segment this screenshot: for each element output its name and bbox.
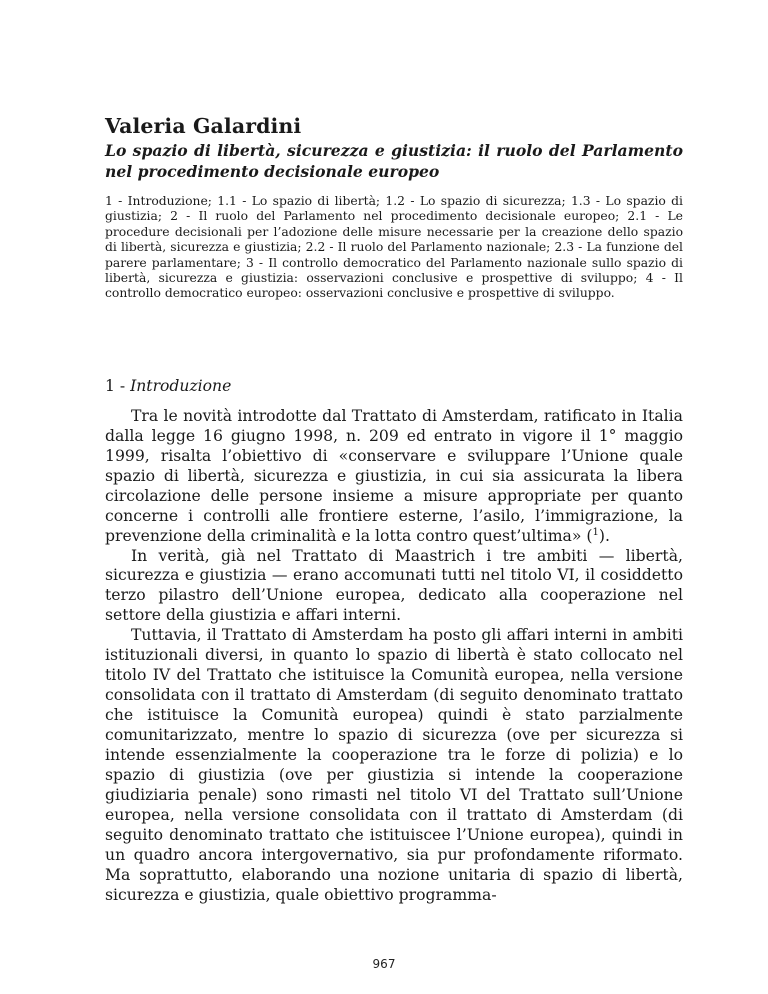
body-text: [105, 406, 683, 905]
article-title: Lo spazio di libertà, sicurezza e giustizia: il ruolo del Parlamento nel procedimento decisionale europeo: [105, 141, 683, 181]
paragraph-3: Tuttavia, il Trattato di Amsterdam ha posto gli affari interni in ambiti istituzionali diversi, in quanto lo spazio di libertà è stato collocato nel titolo IV del Trattato che istituisce la Comunità europea, nella versione consolidata con il trattato di Amsterdam (di seguito denominato trattato che istituisce la Comunità europea) quindi è stato parzialmente comunitarizzato, mentre lo spazio di sicurezza (ove per sicurezza si intende essenzialmente la cooperazione tra le forze di polizia) e lo spazio di giustizia (ove per giustizia si intende la cooperazione giudiziaria penale) sono rimasti nel titolo VI del Trattato sull’Unione europea, nella versione consolidata con il trattato di Amsterdam (di seguito denominato trattato che istituiscee l’Unione europea), quindi in un quadro ancora intergovernativo, sia pur profondamente riformato. Ma soprattutto, elaborando una nozione unitaria di spazio di libertà, sicurezza e giustizia, quale obiettivo programma-: [105, 625, 683, 904]
paragraph-2: In verità, già nel Trattato di Maastrich i tre ambiti — libertà, sicurezza e giustizia — erano accomunati tutti nel titolo VI, il cosiddetto terzo pilastro dell’Unione europea, dedicato alla cooperazione nel settore della giustizia e affari interni.: [105, 545, 683, 625]
section-heading: [105, 376, 683, 396]
paragraph-1-text: Tra le novità introdotte dal Trattato di Amsterdam, ratificato in Italia dalla legge 16 giugno 1998, n. 209 ed entrato in vigore il 1° maggio 1999, risalta l’obiettivo di «conservare e sviluppare l’Unione quale spazio di libertà, sicurezza e giustizia, in cui sia assicurata la libera circolazione delle persone insieme a misure appropriate per quanto concerne i controlli alle frontiere esterne, l’asilo, l’immigrazione, la prevenzione della criminalità e la lotta contro quest’ultima» (: [105, 405, 683, 545]
section-title: Introduzione: [130, 376, 232, 395]
table-of-contents: 1 - Introduzione; 1.1 - Lo spazio di libertà; 1.2 - Lo spazio di sicurezza; 1.3 - Lo spazio di giustizia; 2 - Il ruolo del Parlamento nel procedimento decisionale europeo; 2.1 - Le procedure decisionali per l’adozione delle misure necessarie per la creazione dello spazio di libertà, sicurezza e giustizia; 2.2 - Il ruolo del Parlamento nazionale; 2.3 - La funzione del parere parlamentare; 3 - Il controllo democratico del Parlamento nazionale sullo spazio di libertà, sicurezza e giustizia: osservazioni conclusive e prospettive di sviluppo; 4 - Il controllo democratico europeo: osservazioni conclusive e prospettive di sviluppo.: [105, 194, 683, 301]
page-number: 967: [372, 957, 396, 971]
footnote-ref[interactable]: 1: [592, 526, 599, 538]
paragraph-1: [105, 406, 683, 546]
paragraph-1-end: ).: [598, 525, 610, 545]
article-page: [105, 114, 683, 905]
author-name: Valeria Galardini: [105, 114, 302, 138]
section-number: 1 -: [105, 376, 131, 395]
